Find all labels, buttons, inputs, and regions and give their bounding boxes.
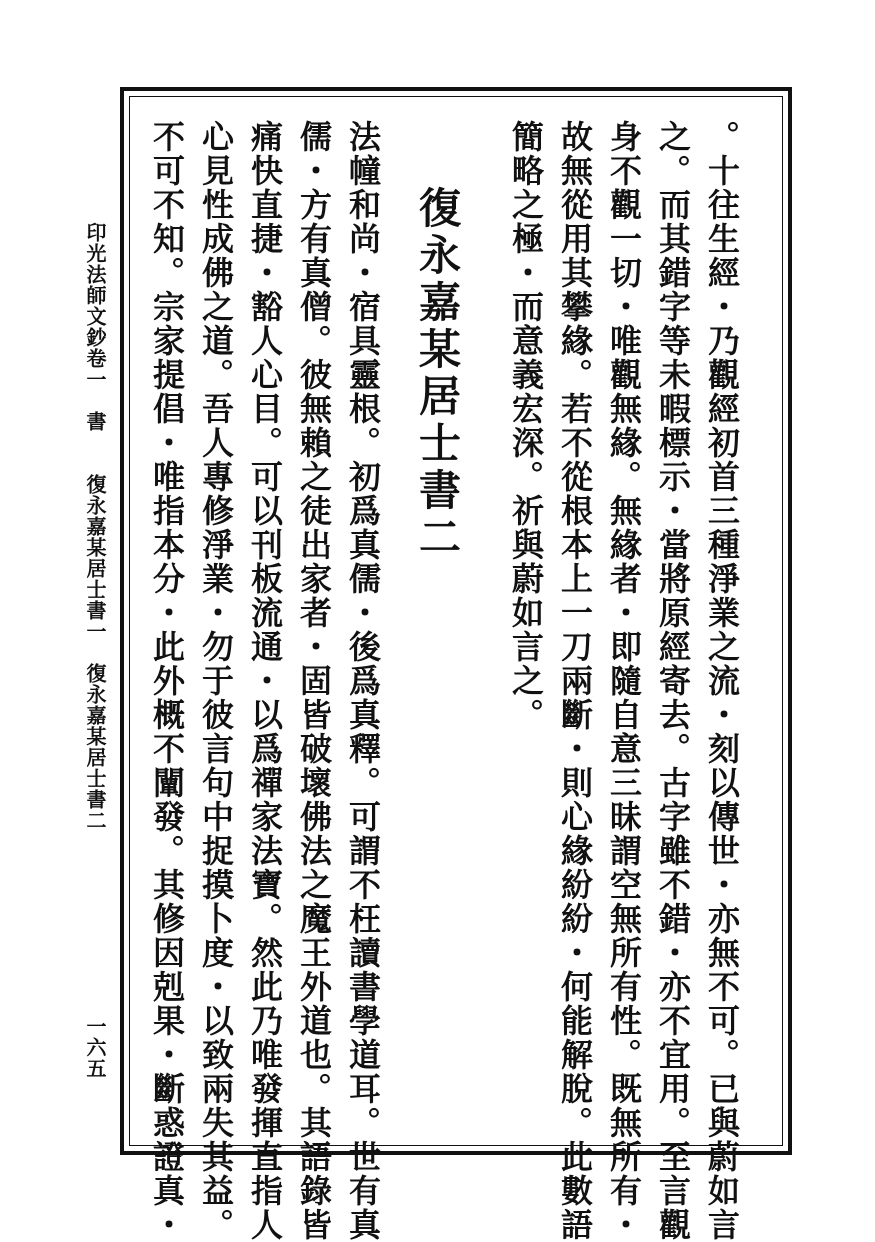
text-column-10: 心見性成佛之道。吾人專修淨業・勿于彼言句中捉摸卜度・以致兩失其益。 — [197, 120, 235, 1242]
text-column-9: 痛快直捷・豁人心目。可以刊板流通・以爲禪家法寶。然此乃唯發揮直指人 — [246, 120, 284, 1242]
section-title: 復永嘉某居士書二 — [413, 186, 462, 562]
text-column-4: 故無從用其攀緣。若不從根本上一刀兩斷・則心緣紛紛・何能解脫。此數語 — [556, 120, 594, 1242]
page-number: 一六五 — [83, 1016, 107, 1079]
running-header: 印光法師文鈔卷一 書 復永嘉某居士書一 復永嘉某居士書二 — [83, 222, 107, 831]
text-column-11: 不可不知。宗家提倡・唯指本分・此外概不闡發。其修因剋果・斷惑證真・ — [148, 120, 186, 1242]
text-column-2: 之。而其錯字等未暇標示・當將原經寄去。古字雖不錯・亦不宜用。至言觀 — [654, 120, 692, 1242]
text-column-7: 法幢和尚・宿具靈根。初爲真儒・後爲真釋。可謂不枉讀書學道耳。世有真 — [344, 120, 382, 1242]
text-column-5: 簡略之極・而意義宏深。祈與蔚如言之。 — [507, 120, 545, 732]
text-column-8: 儒・方有真僧。彼無賴之徒出家者・固皆破壞佛法之魔王外道也。其語錄皆 — [295, 120, 333, 1242]
text-column-1: 。十往生經・乃觀經初首三種淨業之流・刻以傳世・亦無不可。已與蔚如言 — [703, 120, 741, 1242]
text-column-3: 身不觀一切・唯觀無緣。無緣者・即隨自意三昧謂空無所有性。既無所有・ — [605, 120, 643, 1242]
